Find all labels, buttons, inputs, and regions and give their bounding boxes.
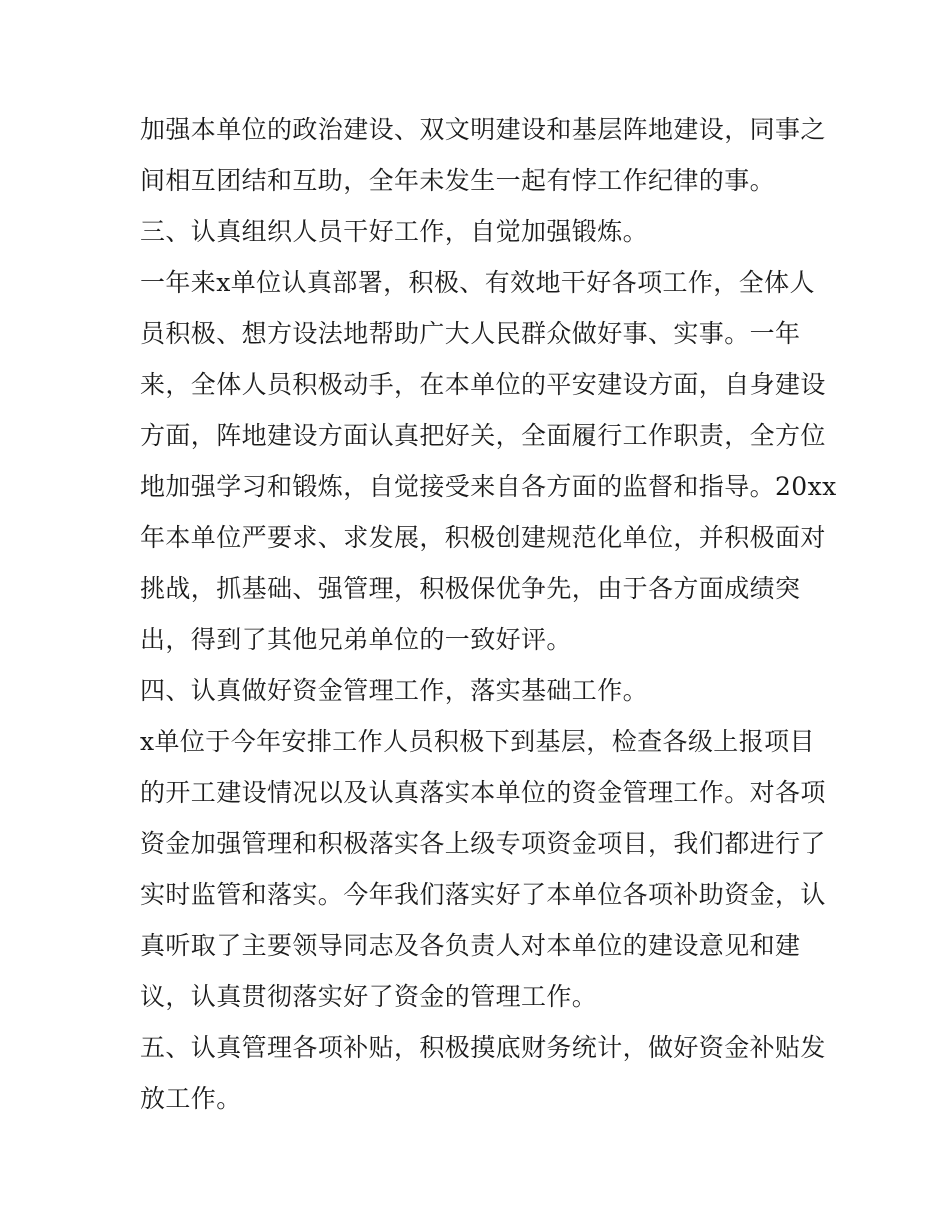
body-text-line: 出，得到了其他兄弟单位的一致好评。 [140,625,572,654]
body-text-line: 地加强学习和锻炼，自觉接受来自各方面的监督和指导。20xx [140,472,837,501]
body-text-line: 年本单位严要求、求发展，积极创建规范化单位，并积极面对 [140,523,826,552]
body-text-line: 方面，阵地建设方面认真把好关，全面履行工作职责，全方位 [140,421,826,450]
body-text-line: x单位于今年安排工作人员积极下到基层，检查各级上报项目 [140,727,815,756]
body-text-line: 资金加强管理和积极落实各上级专项资金项目，我们都进行了 [140,829,826,858]
body-text-line: 员积极、想方设法地帮助广大人民群众做好事、实事。一年 [140,319,801,348]
section-heading-3: 三、认真组织人员干好工作，自觉加强锻炼。 [140,217,649,246]
body-text-line: 的开工建设情况以及认真落实本单位的资金管理工作。对各项 [140,778,826,807]
section-heading-5: 五、认真管理各项补贴，积极摸底财务统计，做好资金补贴发 [140,1033,826,1062]
section-heading-4: 四、认真做好资金管理工作，落实基础工作。 [140,676,649,705]
body-text-line: 间相互团结和互助，全年未发生一起有悖工作纪律的事。 [140,166,776,195]
body-text-line: 一年来x单位认真部署，积极、有效地干好各项工作，全体人 [140,268,815,297]
body-text-line: 议，认真贯彻落实好了资金的管理工作。 [140,982,598,1011]
body-text-line: 放工作。 [140,1084,242,1113]
body-text-line: 加强本单位的政治建设、双文明建设和基层阵地建设，同事之 [140,115,826,144]
body-text-line: 真听取了主要领导同志及各负责人对本单位的建设意见和建 [140,931,801,960]
body-text-line: 挑战，抓基础、强管理，积极保优争先，由于各方面成绩突 [140,574,801,603]
body-text-line: 实时监管和落实。今年我们落实好了本单位各项补助资金，认 [140,880,826,909]
body-text-line: 来，全体人员积极动手，在本单位的平安建设方面，自身建设 [140,370,826,399]
